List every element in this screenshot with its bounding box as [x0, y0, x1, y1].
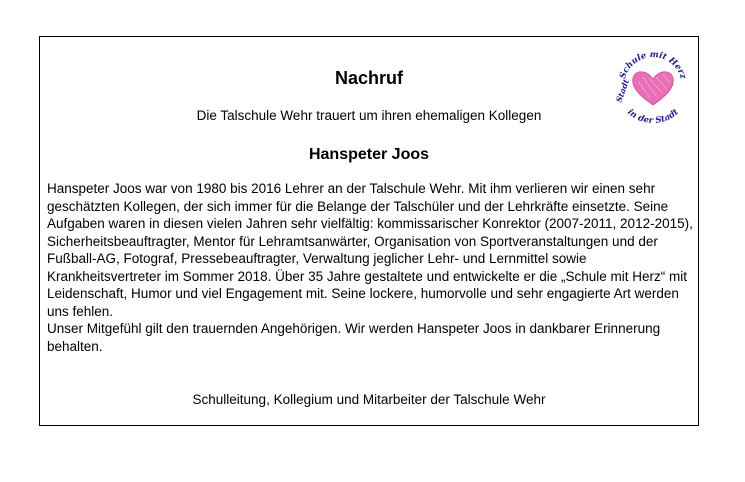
- obituary-signature: Schulleitung, Kollegium und Mitarbeiter der Talschule Wehr: [192, 392, 546, 407]
- heart-icon: [633, 72, 674, 105]
- obituary-paragraph-2: Unser Mitgefühl gilt den trauernden Angehörigen. Wir werden Hanspeter Joos in dankbarer Erinnerung behalten.: [47, 321, 661, 354]
- logo-text-top: Schule mit Herz: [618, 49, 688, 81]
- obituary-card: [39, 36, 699, 426]
- logo-text-bottom: in der Stadt: [625, 107, 681, 127]
- school-logo-graphic: [608, 41, 698, 131]
- logo-text-left: Stadt: [613, 77, 632, 104]
- obituary-subtitle: Die Talschule Wehr trauert um ihren ehemaligen Kollegen: [196, 108, 542, 123]
- obituary-paragraph-1: Hanspeter Joos war von 1980 bis 2016 Lehrer an der Talschule Wehr. Mit ihm verlieren wir einen sehr geschätzten Kollegen, der sich immer für die Belange der Talschüler und der Lehrkräfte einsetzte. Seine Aufgaben waren in diesen vielen Jahren sehr vielfältig: kommissarischer Konrektor (2007-2011, 2012-2015), Sicherheitsbeauftragter, Mentor für Lehramtsanwärter, Organisation von Sportveranstaltungen und der Fußball-AG, Fotograf, Pressebeauftragter, Verwaltung jeglicher Lehr- und Lernmittel sowie Krankheitsvertreter im Sommer 2018. Über 35 Jahre gestaltete und entwickelte er die „Schule mit Herz“ mit Leidenschaft, Humor und viel Engagement mit. Seine lockere, humorvolle und sehr engagierte Art werden uns fehlen.: [47, 181, 693, 319]
- obituary-title: Nachruf: [334, 68, 403, 88]
- deceased-name: Hanspeter Joos: [308, 146, 430, 163]
- obituary-body: [47, 180, 702, 355]
- svg-text:in der Stadt: [625, 107, 680, 126]
- school-logo: [608, 41, 698, 131]
- svg-text:Schule mit Herz: [618, 50, 688, 80]
